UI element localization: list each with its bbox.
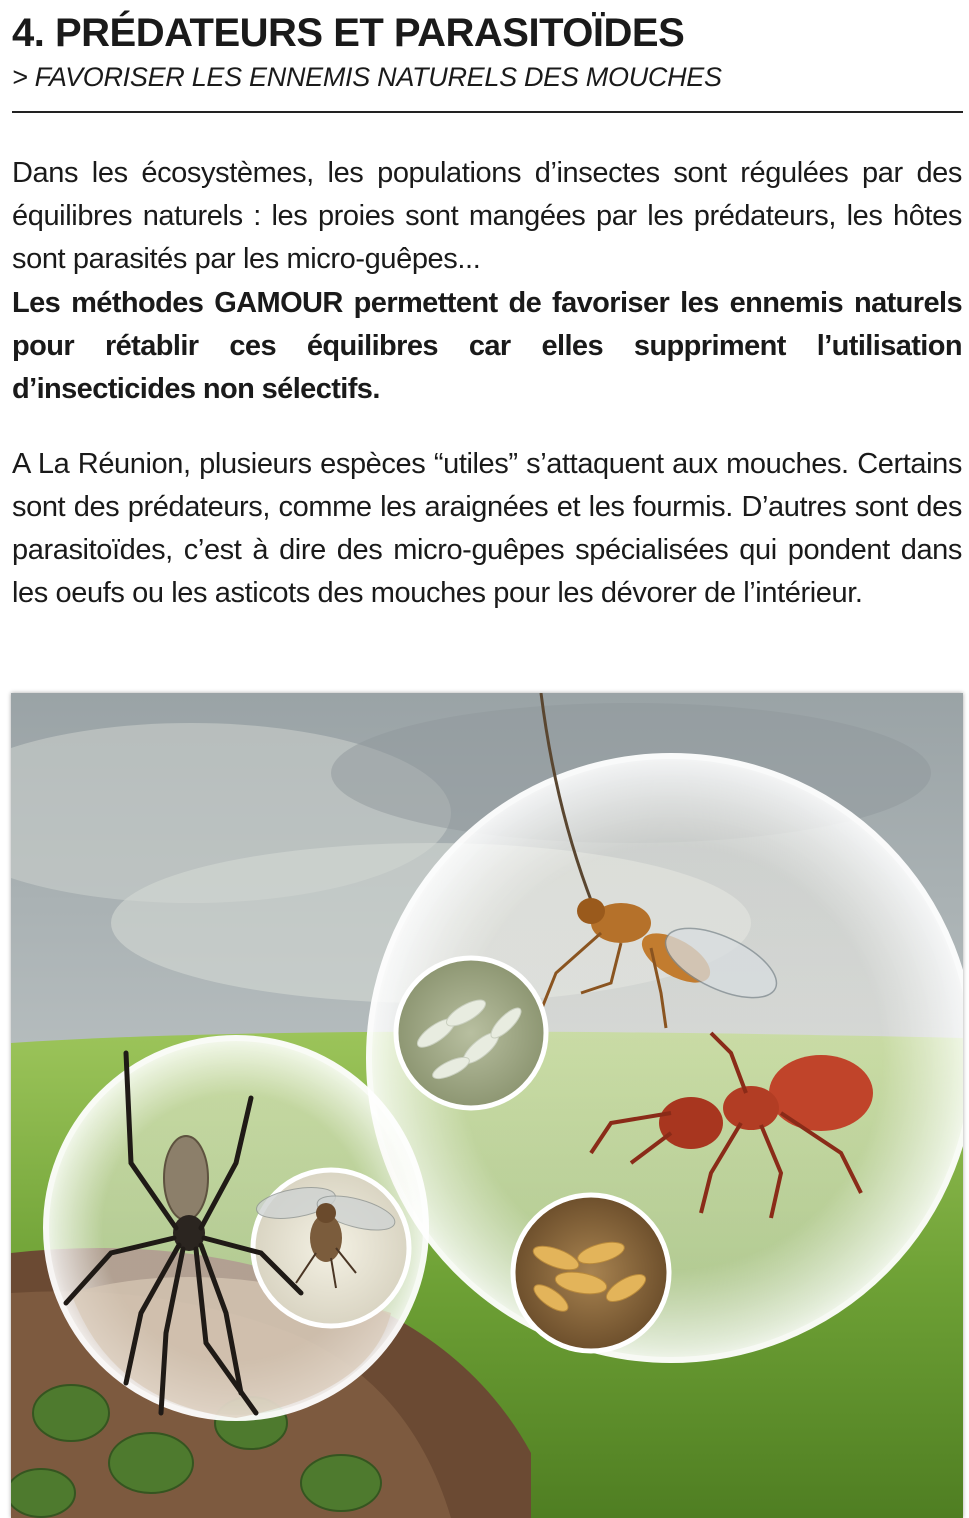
highlight-paragraph: Les méthodes GAMOUR permettent de favoriser les ennemis naturels pour rétablir ces équilibres car elles suppriment l’utilisation d’insecticides non sélectifs. — [12, 287, 962, 405]
natural-enemies-illustration — [11, 693, 963, 1518]
title-divider — [12, 111, 963, 113]
intro-paragraph: Dans les écosystèmes, les populations d’insectes sont régulées par des équilibres naturels : les proies sont mangées par les prédateurs, les hôtes sont parasités par les micro-guêpes... — [12, 157, 962, 275]
page-subtitle: > FAVORISER LES ENNEMIS NATURELS DES MOUCHES — [12, 62, 722, 92]
natural-enemies-paragraph: A La Réunion, plusieurs espèces “utiles” s’attaquent aux mouches. Certains sont des prédateurs, comme les araignées et les fourmis. D’autres sont des parasitoïdes, c’est à dire des micro-guêpes spécialisées qui pondent dans les oeufs ou les asticots des mouches pour les dévorer de l’intérieur. — [12, 448, 962, 609]
page-title: 4. PRÉDATEURS ET PARASITOÏDES — [12, 11, 685, 55]
